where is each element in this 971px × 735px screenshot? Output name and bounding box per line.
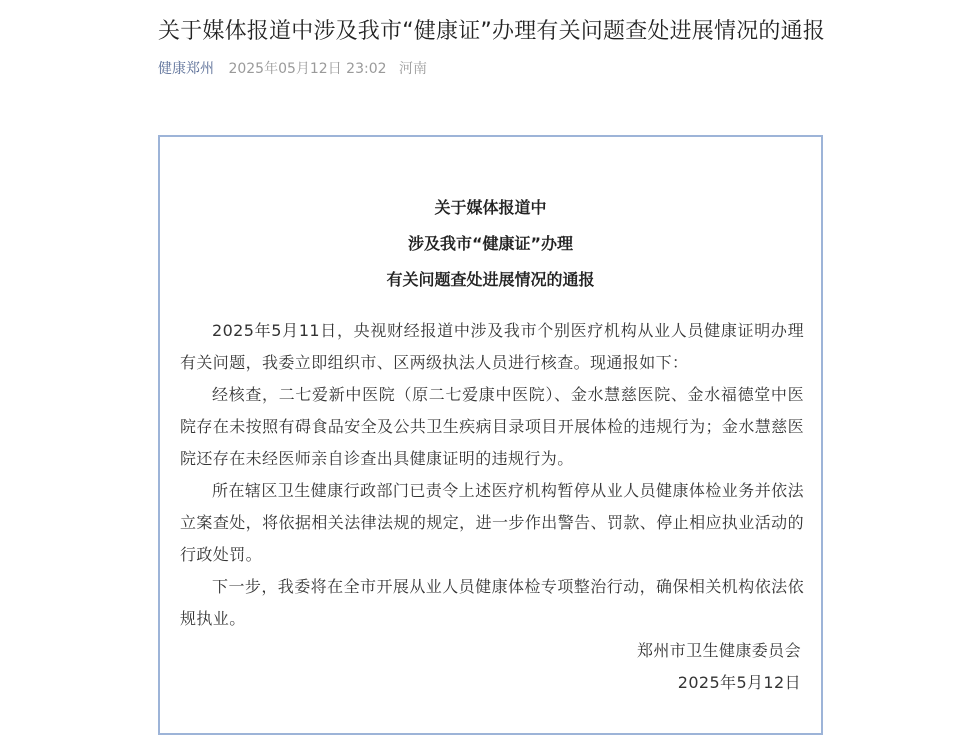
notice-title	[160, 190, 821, 298]
notice-title-line: 有关问题查处进展情况的通报	[386, 270, 595, 289]
issuer-name: 郑州市卫生健康委员会	[636, 641, 801, 660]
notice-paragraph: 经核查，二七爱新中医院（原二七爱康中医院）、金水慧慈医院、金水福德堂中医院存在未按照有碍食品安全及公共卫生疾病目录项目开展体检的违规行为；金水慧慈医院还存在未经医师亲自诊查出具健康证明的违规行为。	[180, 385, 804, 468]
notice-paragraph: 2025年5月11日，央视财经报道中涉及我市个别医疗机构从业人员健康证明办理有关问题，我委立即组织市、区两级执法人员进行核查。现通报如下：	[180, 321, 804, 372]
notice-paragraph: 所在辖区卫生健康行政部门已责令上述医疗机构暂停从业人员健康体检业务并依法立案查处，将依据相关法律法规的规定，进一步作出警告、罚款、停止相应执业活动的行政处罚。	[180, 481, 804, 564]
notice-body	[180, 315, 804, 635]
notice-paragraph: 下一步，我委将在全市开展从业人员健康体检专项整治行动，确保相关机构依法依规执业。	[180, 577, 804, 628]
publish-time: 2025年05月12日 23:02	[228, 61, 387, 77]
account-name-link[interactable]: 健康郑州	[158, 61, 214, 77]
notice-image	[158, 135, 823, 735]
publish-location: 河南	[398, 61, 427, 77]
notice-signature	[637, 635, 801, 699]
notice-title-line: 关于媒体报道中	[434, 198, 547, 217]
article-title: 关于媒体报道中涉及我市“健康证”办理有关问题查处进展情况的通报	[158, 19, 825, 44]
notice-title-line: 涉及我市“健康证”办理	[407, 234, 574, 253]
article-meta	[158, 58, 427, 78]
issue-date: 2025年5月12日	[677, 673, 801, 692]
